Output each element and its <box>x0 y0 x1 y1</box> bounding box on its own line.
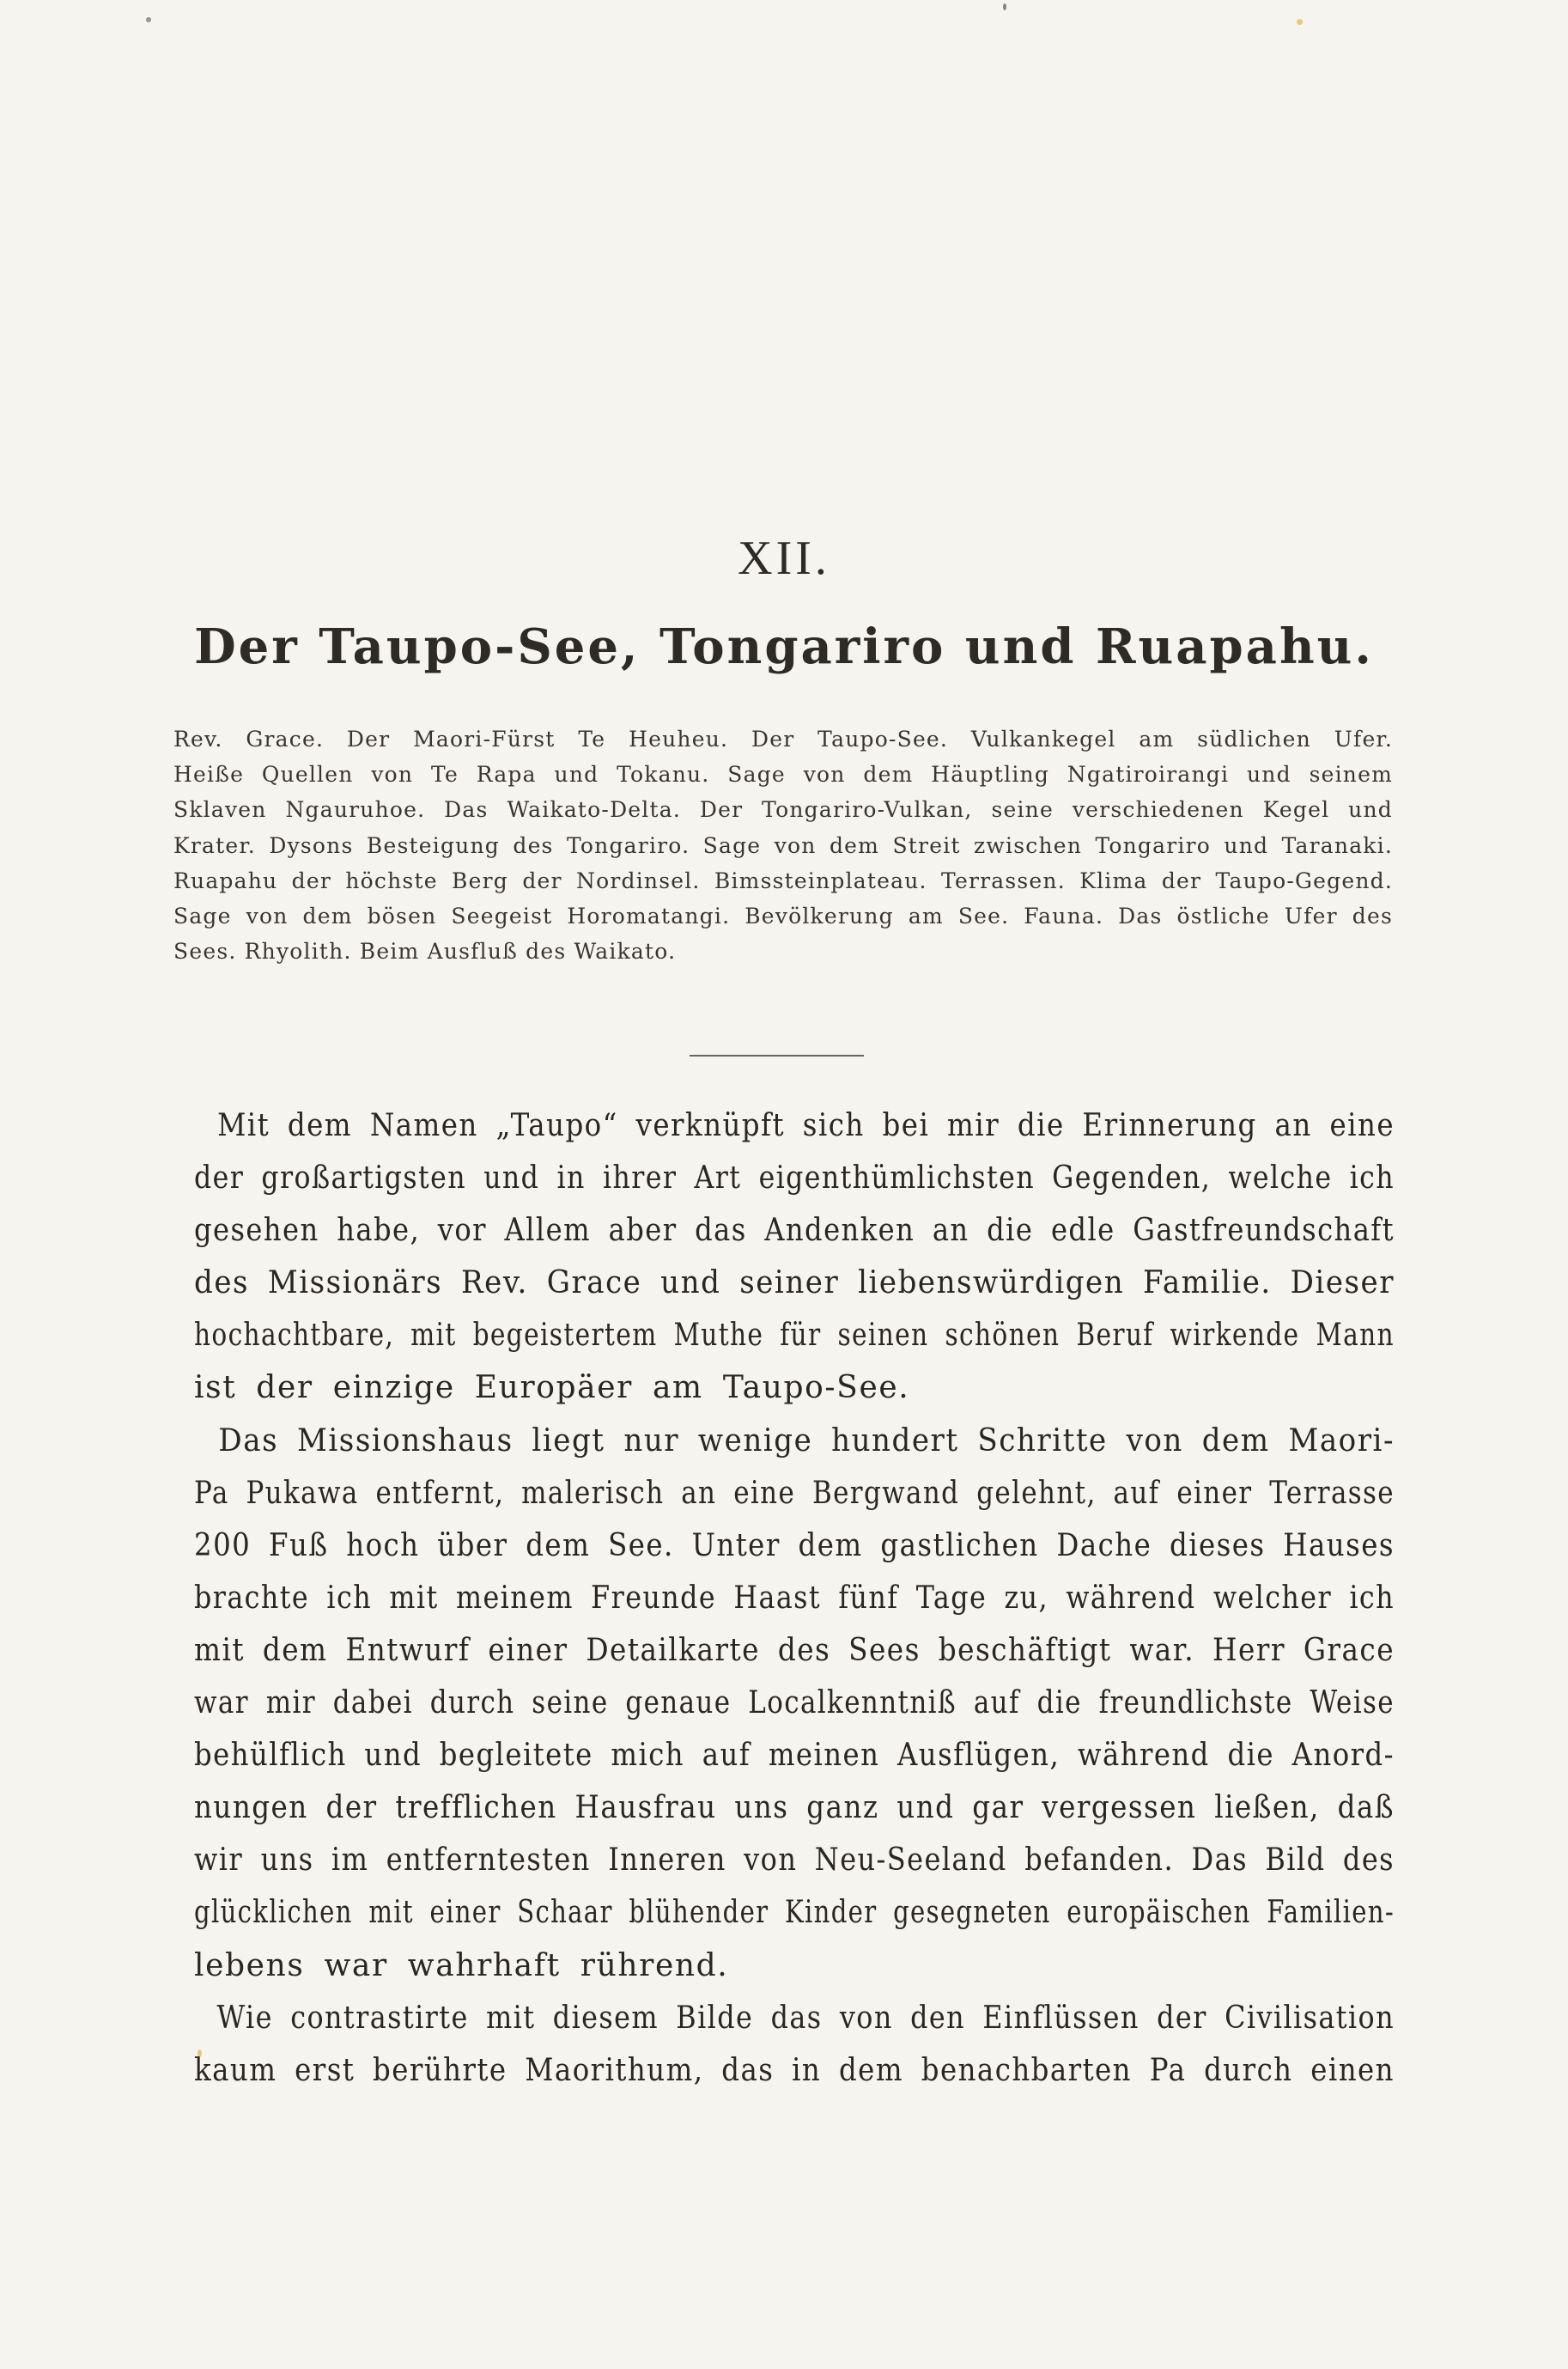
summary-line: Rev. Grace. Der Maori-Fürst Te Heuheu. Der Taupo-See. Vulkankegel am südlichen Ufer. <box>173 727 1393 752</box>
body-line: gesehen habe, vor Allem aber das Andenken an die edle Gastfreundschaft <box>194 1213 1395 1249</box>
body-line: 200 Fuß hoch über dem See. Unter dem gastlichen Dache dieses Hauses <box>194 1527 1395 1563</box>
body-line: Wie contrastirte mit diesem Bilde das von den Einflüssen der Civilisation <box>216 2000 1395 2036</box>
chapter-title: Der Taupo-See, Tongariro und Ruapahu. <box>194 618 1374 675</box>
summary-line: Sees. Rhyolith. Beim Ausfluß des Waikato. <box>173 939 677 965</box>
body-line: nungen der trefflichen Hausfrau uns ganz und gar vergessen ließen, daß <box>194 1790 1395 1826</box>
body-line: lebens war wahrhaft rührend. <box>194 1947 729 1983</box>
summary-line: Krater. Dysons Besteigung des Tongariro. Sage von dem Streit zwischen Tongariro und Taranaki. <box>173 832 1393 858</box>
body-line: des Missionärs Rev. Grace und seiner liebenswürdigen Familie. Dieser <box>194 1265 1395 1301</box>
chapter-number: XII. <box>738 532 830 585</box>
body-line: der großartigsten und in ihrer Art eigenthümlichsten Gegenden, welche ich <box>194 1160 1395 1197</box>
chapter-summary <box>173 722 1393 969</box>
body-line: mit dem Entwurf einer Detailkarte des Sees beschäftigt war. Herr Grace <box>194 1632 1395 1668</box>
body-line: wir uns im entferntesten Inneren von Neu-Seeland befanden. Das Bild des <box>194 1842 1395 1879</box>
summary-line: Heiße Quellen von Te Rapa und Tokanu. Sage von dem Häuptling Ngatiroirangi und seinem <box>173 762 1393 788</box>
body-line: Pa Pukawa entfernt, malerisch an eine Bergwand gelehnt, auf einer Terrasse <box>194 1475 1395 1511</box>
stain-speck-top-right <box>1297 19 1303 25</box>
section-divider <box>690 1055 864 1057</box>
summary-line: Sage von dem bösen Seegeist Horomatangi. Bevölkerung am See. Fauna. Das östliche Ufer des <box>173 904 1393 929</box>
body-line: Mit dem Namen „Taupo“ verknüpft sich bei mir die Erinnerung an eine <box>217 1108 1395 1143</box>
body-line: kaum erst berührte Maorithum, das in dem benachbarten Pa durch einen <box>194 2052 1395 2088</box>
body-line: glücklichen mit einer Schaar blühender Kinder gesegneten europäischen Familien- <box>194 1895 1395 1931</box>
body-line: war mir dabei durch seine genaue Localkenntniß auf die freundlichste Weise <box>194 1685 1395 1721</box>
body-line: behülflich und begleitete mich auf meinen Ausflügen, während die Anord- <box>194 1738 1395 1774</box>
body-line: hochachtbare, mit begeistertem Muthe für seinen schönen Beruf wirkende Mann <box>194 1318 1395 1354</box>
summary-line: Ruapahu der höchste Berg der Nordinsel. Bimssteinplateau. Terrassen. Klima der Taupo-Gegend. <box>173 868 1393 893</box>
body-text <box>194 1099 1395 2097</box>
body-line: Das Missionshaus liegt nur wenige hundert Schritte von dem Maori- <box>218 1422 1395 1459</box>
summary-line: Sklaven Ngauruhoe. Das Waikato-Delta. Der Tongariro-Vulkan, seine verschiedenen Kegel und <box>173 797 1393 823</box>
body-line: ist der einzige Europäer am Taupo-See. <box>194 1370 910 1406</box>
body-line: brachte ich mit meinem Freunde Haast fünf Tage zu, während welcher ich <box>194 1580 1395 1616</box>
ink-speck-top-left <box>146 17 151 22</box>
ink-speck-top-right <box>1003 3 1006 10</box>
